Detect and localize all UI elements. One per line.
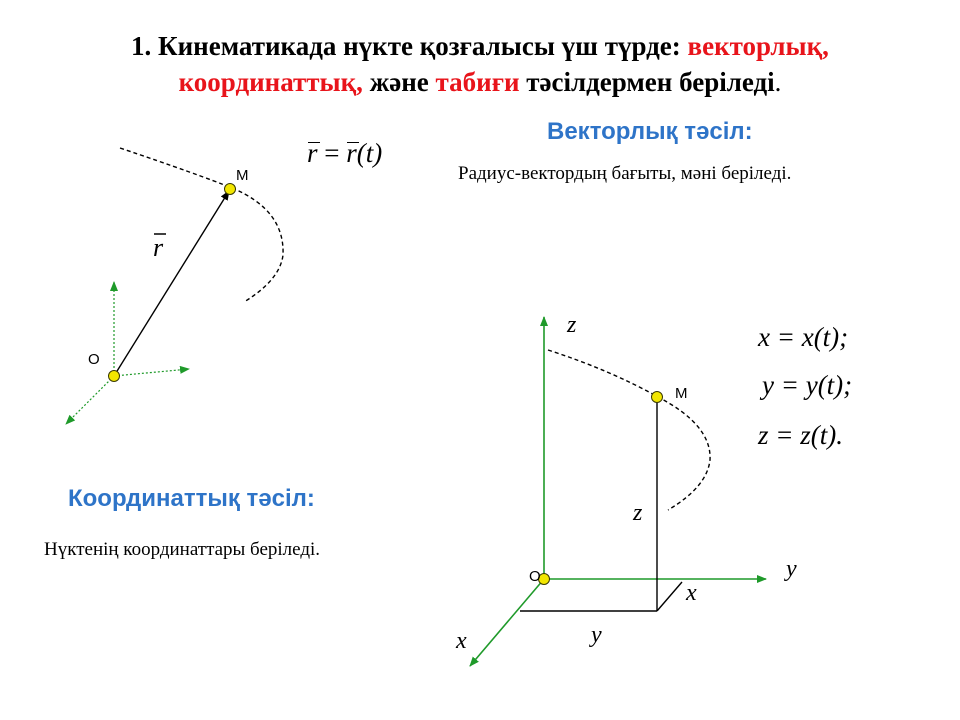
title-prefix: 1. Кинематикада нүкте қозғалысы үш түрде:: [131, 31, 688, 61]
vector-method-figure: [66, 148, 283, 424]
coordinate-method-description: Нүктенің координаттары беріледі.: [44, 539, 321, 560]
trajectory-curve-2: [548, 350, 710, 510]
origin-label-o-2: O: [529, 568, 541, 585]
axis-x-label: x: [456, 628, 467, 654]
moving-point-1: [225, 184, 236, 195]
segment-z-label: z: [633, 500, 643, 526]
title-coordinate-word: координаттық,: [178, 67, 363, 97]
formula-r-vector-lhs: r: [307, 138, 318, 168]
coordinate-method-figure: [470, 317, 766, 666]
origin-point-1: [109, 371, 120, 382]
title-natural-word: табиғи: [435, 67, 520, 97]
point-label-m-2: M: [675, 385, 688, 402]
axis-right-1: [114, 369, 189, 376]
equation-y: y = y(t);: [762, 370, 853, 400]
segment-x-label: x: [686, 580, 697, 606]
trajectory-curve-1: [120, 148, 283, 302]
formula-r-vector-rhs: r: [346, 138, 357, 168]
axis-down-left-1: [66, 376, 114, 424]
radius-vector-label: r: [153, 233, 164, 262]
title-vector-word: векторлық,: [687, 31, 829, 61]
equation-z: z = z(t).: [758, 420, 843, 450]
radius-vector-arrow: [114, 191, 229, 376]
origin-label-o-1: O: [88, 351, 100, 368]
title-dot: .: [774, 67, 782, 97]
title-and-word: және: [362, 67, 436, 97]
formula-argument: (t): [356, 138, 383, 168]
formula-equals: =: [317, 138, 347, 168]
projection-x: [657, 582, 682, 611]
axis-y-label: y: [786, 556, 797, 582]
equation-x: x = x(t);: [758, 322, 849, 352]
coordinate-method-heading: Координаттық тәсіл:: [68, 485, 315, 512]
moving-point-2: [652, 392, 663, 403]
title-suffix: тәсілдермен беріледі: [519, 67, 775, 97]
vector-method-heading: Векторлық тәсіл:: [547, 118, 753, 145]
vector-method-description: Радиус-вектордың бағыты, мәні беріледі.: [458, 163, 792, 184]
axis-z-label: z: [567, 312, 577, 338]
point-label-m-1: M: [236, 167, 249, 184]
segment-y-label: y: [591, 622, 602, 648]
axis-x: [470, 579, 544, 666]
